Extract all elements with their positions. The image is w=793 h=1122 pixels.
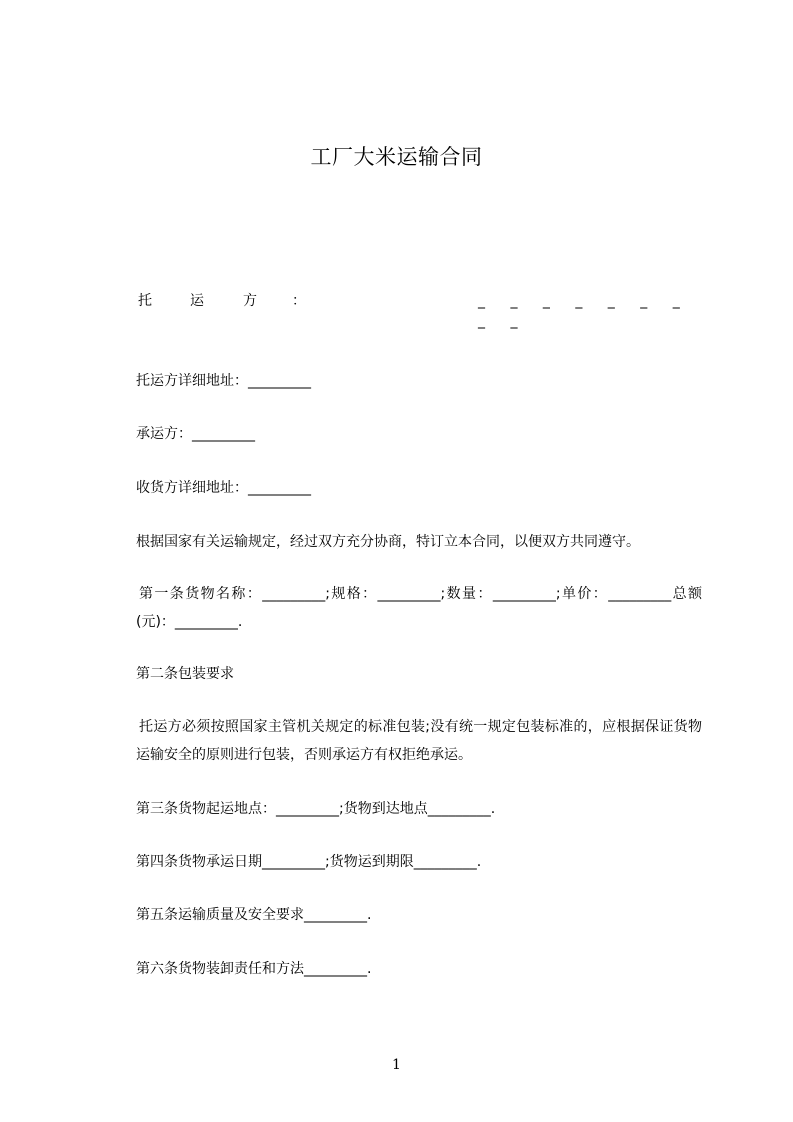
article-6-line: 第六条货物装卸责任和方法_________. bbox=[136, 961, 372, 977]
article-2-heading: 第二条包装要求 bbox=[136, 666, 234, 682]
consignor-address-line: 托运方详细地址：_________ bbox=[136, 373, 311, 389]
consignor-label-colon: ： bbox=[292, 293, 306, 309]
page-number: 1 bbox=[392, 1057, 401, 1073]
article-3-line: 第三条货物起运地点：_________;货物到达地点_________. bbox=[136, 801, 496, 817]
article-4-line: 第四条货物承运日期_________;货物运到期限_________. bbox=[136, 854, 482, 870]
consignor-label-char-3: 方 bbox=[243, 293, 257, 309]
article-5-line: 第五条运输质量及安全要求_________. bbox=[136, 907, 372, 923]
article-1-paragraph: 第一条货物名称：_________;规格：_________;数量：_________;单价：_________总额(元)：_________. bbox=[136, 586, 702, 630]
consignor-label-char-2: 运 bbox=[190, 293, 204, 309]
preamble-paragraph: 根据国家有关运输规定，经过双方充分协商，特订立本合同，以便双方共同遵守。 bbox=[136, 534, 640, 550]
consignee-address-line: 收货方详细地址：_________ bbox=[136, 480, 311, 496]
article-2-paragraph: 托运方必须按照国家主管机关规定的标准包装;没有统一规定包装标准的，应根据保证货物运输安全的原则进行包装，否则承运方有权拒绝承运。 bbox=[136, 719, 702, 763]
consignor-blank-text: _ _ _ _ _ _ _ _ _ bbox=[478, 293, 680, 329]
consignor-blank bbox=[478, 291, 700, 331]
consignor-label-char-1: 托 bbox=[138, 293, 152, 309]
carrier-line: 承运方：_________ bbox=[136, 426, 255, 442]
document-title: 工厂大米运输合同 bbox=[310, 145, 483, 169]
consignor-field bbox=[138, 291, 704, 329]
